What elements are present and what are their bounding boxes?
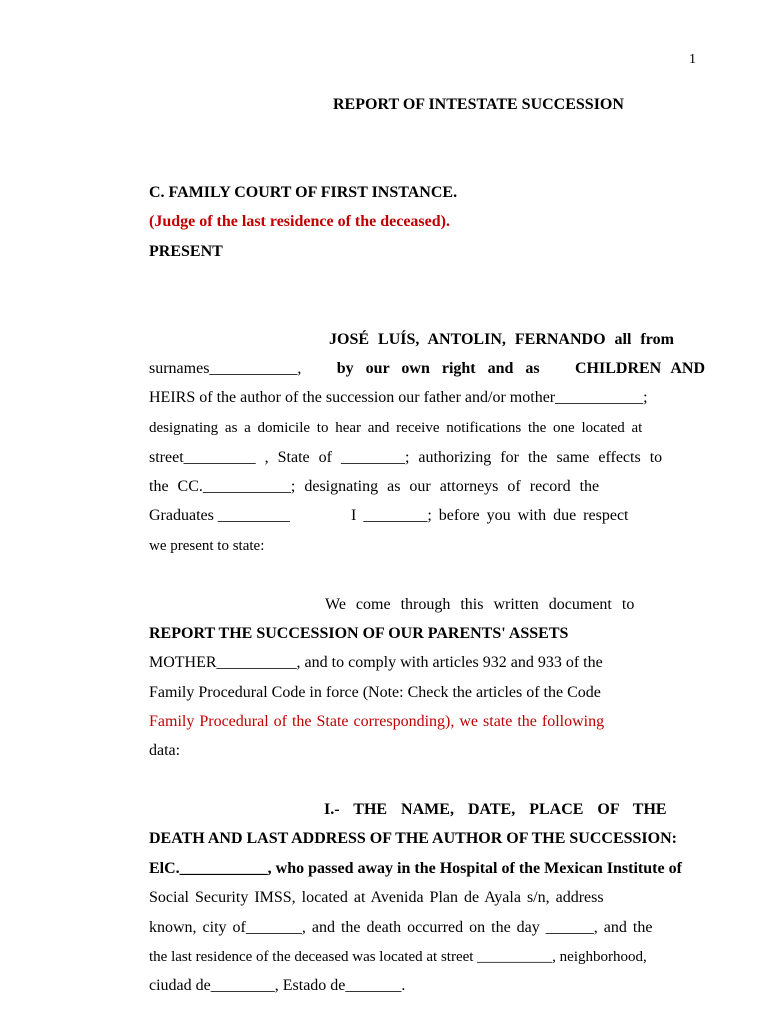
section1-line2: DEATH AND LAST ADDRESS OF THE AUTHOR OF THE SUCCESSION:: [149, 830, 677, 847]
para1-line8: we present to state:: [149, 538, 265, 554]
present-heading: PRESENT: [149, 243, 223, 260]
para1-line5: street_________ , State of ________; authorizing for the same effects to: [149, 449, 663, 466]
para1-line6: the CC.___________; designating as our attorneys of record the: [149, 478, 600, 495]
judge-note: (Judge of the last residence of the deceased).: [149, 213, 450, 230]
section1-line3: ElC.___________, who passed away in the Hospital of the Mexican Institute of: [149, 860, 682, 877]
page-number: 1: [689, 52, 696, 67]
para1-line7b: I ________; before you with due respect: [351, 507, 629, 524]
para1-line3: [149, 388, 648, 408]
section1-line1: I.- THE NAME, DATE, PLACE OF THE: [324, 801, 667, 818]
section1-line7: ciudad de________, Estado de_______.: [149, 977, 406, 994]
para2-line6: data:: [149, 742, 181, 759]
para1-line4: designating as a domicile to hear and receive notifications the one located at: [149, 420, 643, 436]
section1-line5: known, city of_______, and the death occurred on the day ______, and the: [149, 919, 653, 936]
para1-line2-surnames: surnames___________,: [149, 360, 302, 377]
para1-line3-text: of the author of the succession our father and/or mother___________;: [195, 389, 648, 406]
para1-line3-heirs: HEIRS: [149, 389, 196, 406]
para1-line1: [329, 330, 689, 350]
para1-line7a: Graduates _________: [149, 507, 290, 524]
section1-line4: Social Security IMSS, located at Avenida Plan de Ayala s/n, address: [149, 889, 604, 906]
para1-line2-children: CHILDREN AND: [574, 360, 705, 377]
court-heading: C. FAMILY COURT OF FIRST INSTANCE.: [149, 184, 458, 201]
para2-line3: MOTHER__________, and to comply with articles 932 and 933 of the: [149, 654, 603, 671]
para2-line2: REPORT THE SUCCESSION OF OUR PARENTS' ASSETS: [149, 625, 569, 642]
para1-line2-right: by our own right and as: [336, 360, 540, 377]
para2-line4: Family Procedural Code in force (Note: Check the articles of the Code: [149, 684, 601, 701]
para2-line5: Family Procedural of the State corresponding), we state the following: [149, 713, 605, 730]
para1-line2: [149, 359, 705, 379]
para2-line1: We come through this written document to: [325, 596, 635, 613]
section1-line6: the last residence of the deceased was located at street __________, neighborhood,: [149, 949, 647, 965]
para1-line1-text: JOSÉ LUÍS, ANTOLIN, FERNANDO all from: [329, 331, 674, 348]
document-title: REPORT OF INTESTATE SUCCESSION: [333, 96, 624, 113]
